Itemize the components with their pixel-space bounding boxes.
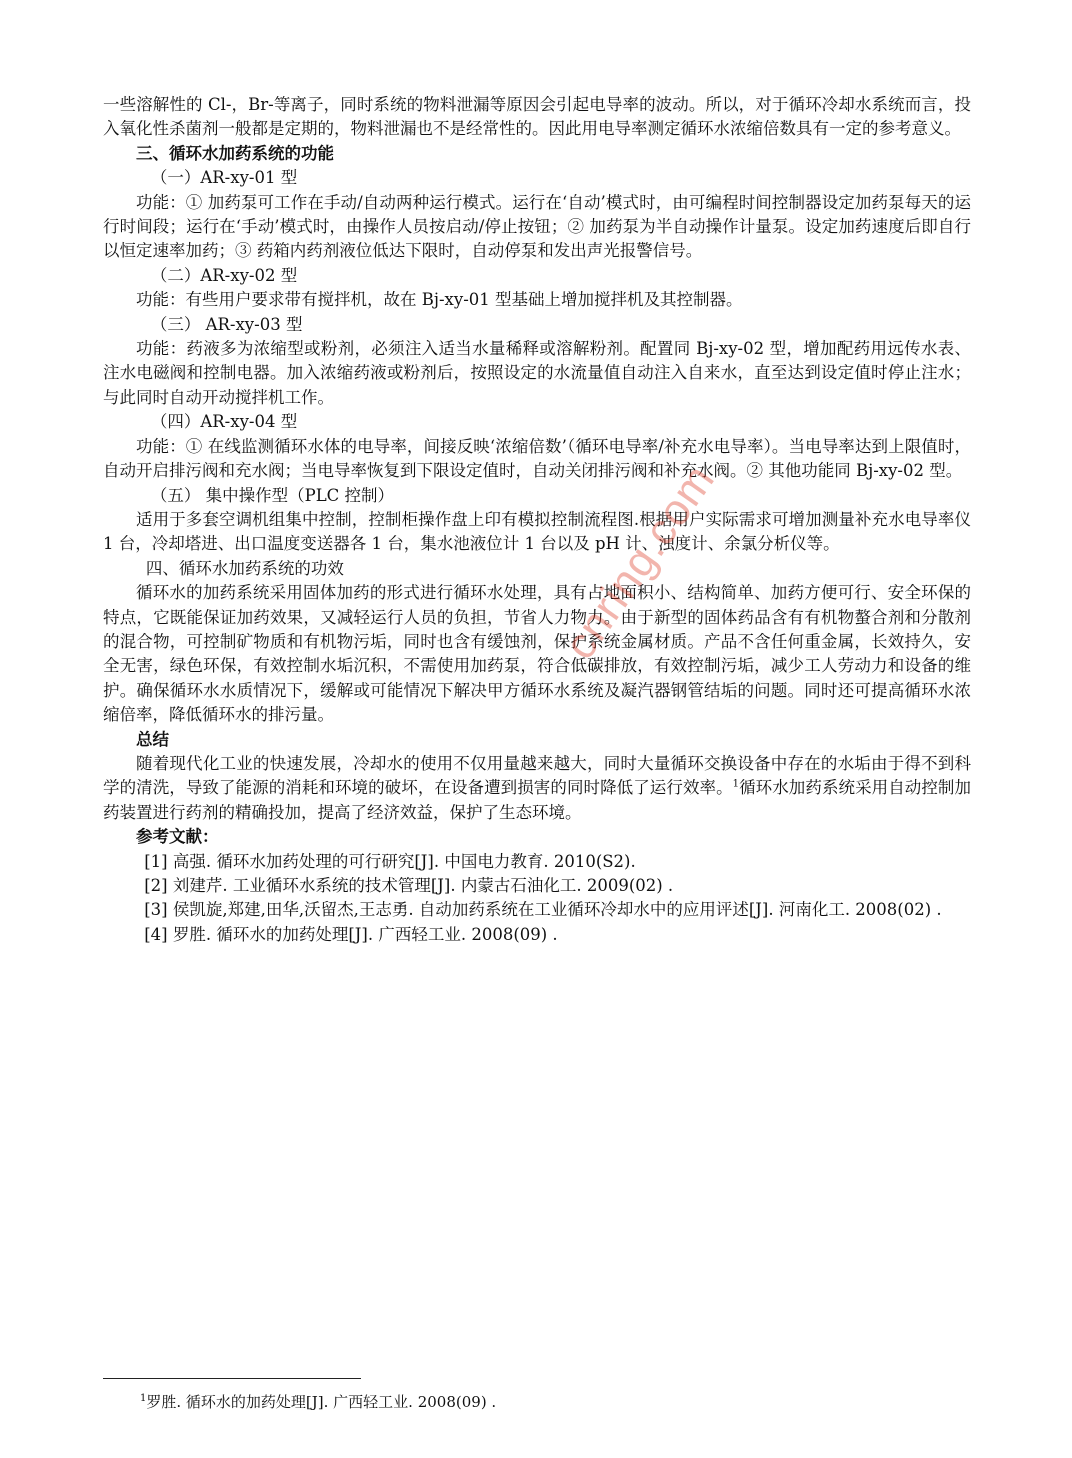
watermark-text: cnring.com [555,455,725,669]
section-heading-effects: 四、循环水加药系统的功效 [145,558,344,578]
subsection-text-2: 功能：有些用户要求带有搅拌机，故在 Bj-xy-01 型基础上增加搅拌机及其控制器。 [136,290,743,310]
reference-item-1: [1] 高强. 循环水加药处理的可行研究[J]. 中国电力教育. 2010(S2). [144,851,636,871]
summary-text-part-b: 循环水加药系统采用自动控制加药装置进行药剂的精确投加，提高了经济效益，保护了生态环境。 [103,778,972,822]
subsection-title-5: （五） 集中操作型（PLC 控制） [150,485,395,505]
footnote-mark: 1 [140,1393,147,1404]
subsection-title-4: （四）AR-xy-04 型 [150,412,298,432]
subsection-text-3: 功能：药液多为浓缩型或粉剂，必须注入适当水量稀释或溶解粉剂。配置同 Bj-xy-02 型，增加配药用远传水表、注水电磁阀和控制电器。加入浓缩药液或粉剂后，按照设定的水流量值自动注入自来水，直至达到设定值时停止注水；与此同时自动开动搅拌机工作。 [103,339,971,407]
footnote [140,1392,496,1412]
document-body [103,93,971,947]
footnote-divider [103,1378,361,1379]
subsection-text-4: 功能：① 在线监测循环水体的电导率，间接反映‘浓缩倍数’（循环电导率/补充水电导率）。当电导率达到上限值时，自动开启排污阀和充水阀；当电导率恢复到下限设定值时，自动关闭排污阀和补充水阀。② 其他功能同 Bj-xy-02 型。 [103,436,971,481]
reference-item-2: [2] 刘建芹. 工业循环水系统的技术管理[J]. 内蒙古石油化工. 2009(02) . [144,876,674,895]
subsection-title-3: （三） AR-xy-03 型 [150,314,303,334]
footnote-text: 罗胜. 循环水的加药处理[J]. 广西轻工业. 2008(09) . [146,1393,497,1411]
intro-paragraph: 一些溶解性的 Cl-，Br-等离子，同时系统的物料泄漏等原因会引起电导率的波动。所以，对于循环冷却水系统而言，投入氧化性杀菌剂一般都是定期的，物料泄漏也不是经常性的。因此用电导率测定循环水浓缩倍数具有一定的参考意义。 [103,95,971,139]
subsection-title-1: （一）AR-xy-01 型 [150,168,298,188]
subsection-text-1: 功能：① 加药泵可工作在手动/自动两种运行模式。运行在‘自动’模式时，由可编程时间控制器设定加药泵每天的运行时间段；运行在‘手动’模式时，由操作人员按启动/停止按钮；② 加药泵为半自动操作计量泵。设定加药速度后即自行以恒定速率加药；③ 药箱内药剂液位低达下限时，自动停泵和发出声光报警信号。 [103,192,971,261]
reference-item-3: [3] 侯凯旋,郑建,田华,沃留杰,王志勇. 自动加药系统在工业循环冷却水中的应用评述[J]. 河南化工. 2008(02) . [144,900,942,920]
summary-text-part-a: 随着现代化工业的快速发展，冷却水的使用不仅用量越来越大，同时大量循环交换设备中存在的水垢由于得不到科学的清洗，导致了能源的消耗和环境的破坏，在设备遭到损害的同时降低了运行效率。 [103,753,971,798]
summary-heading: 总结 [136,729,169,749]
effects-paragraph: 循环水的加药系统采用固体加药的形式进行循环水处理，具有占地面积小、结构简单、加药方便可行、安全环保的特点，它既能保证加药效果，又减轻运行人员的负担，节省人力物力。由于新型的固体药品含有有机物螯合剂和分散剂的混合物，可控制矿物质和有机物污垢，同时也含有缓蚀剂，保护系统金属材质。产品不含任何重金属，长效持久，安全无害，绿色环保，有效控制水垢沉积，不需使用加药泵，符合低碳排放，有效控制污垢，减少工人劳动力和设备的维护。确保循环水水质情况下，缓解或可能情况下解决甲方循环水系统及凝汽器钢管结垢的问题。同时还可提高循环水浓缩倍率，降低循环水的排污量。 [103,583,971,725]
references-heading: 参考文献： [136,827,219,847]
subsection-text-5: 适用于多套空调机组集中控制，控制柜操作盘上印有模拟控制流程图.根据用户实际需求可增加测量补充水电导率仪 1 台，冷却塔进、出口温度变送器各 1 台，集水池液位计 1 台以及 pH 计、浊度计、余氯分析仪等。 [103,509,971,554]
reference-item-4: [4] 罗胜. 循环水的加药处理[J]. 广西轻工业. 2008(09) . [144,924,558,944]
subsection-title-2: （二）AR-xy-02 型 [150,265,298,285]
footnote-reference-mark[interactable]: 1 [732,778,740,790]
summary-paragraph [103,752,971,825]
section-heading-functions: 三、循环水加药系统的功能 [136,143,334,163]
